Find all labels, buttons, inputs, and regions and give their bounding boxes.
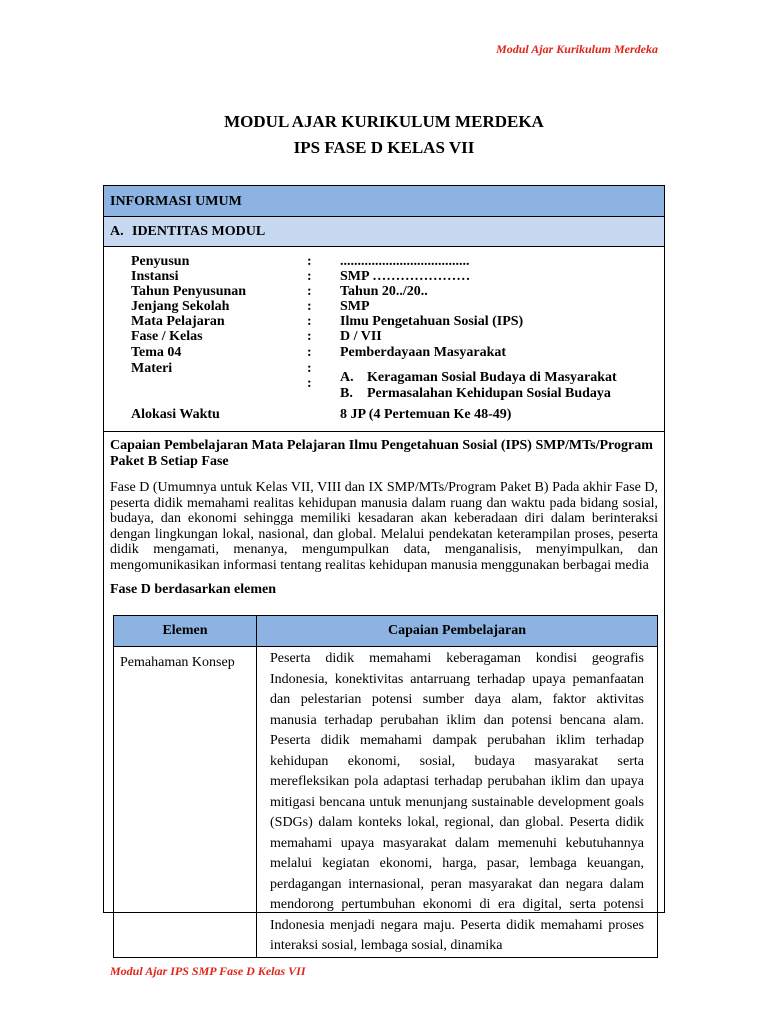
identitas-row-tema (104, 345, 664, 361)
list-text: Keragaman Sosial Budaya di Masyarakat (367, 370, 617, 385)
identitas-value: Pemberdayaan Masyarakat (340, 345, 507, 360)
document-subtitle: IPS FASE D KELAS VII (293, 138, 475, 157)
section-header-identitas (104, 217, 664, 247)
identitas-value: 8 JP (4 Pertemuan Ke 48-49) (340, 407, 512, 422)
identitas-block (104, 247, 664, 432)
identitas-colon: : (307, 329, 312, 344)
identitas-value: Ilmu Pengetahuan Sosial (IPS) (340, 314, 524, 329)
identitas-row-alokasi (104, 407, 664, 423)
elemen-table (113, 615, 658, 958)
list-letter: A. (340, 370, 354, 385)
identitas-label: Tahun Penyusunan (131, 284, 247, 299)
identitas-row-jenjang (104, 299, 664, 315)
capaian-block (104, 432, 664, 598)
running-header: Modul Ajar Kurikulum Merdeka (496, 42, 658, 56)
identitas-colon: : (307, 376, 312, 391)
list-item (340, 370, 617, 386)
identitas-row-penyusun (104, 254, 664, 270)
list-letter: B. (340, 386, 353, 401)
column-header-elemen: Elemen (114, 616, 257, 647)
capaian-subtitle: Fase D berdasarkan elemen (110, 582, 277, 597)
identitas-colon: : (307, 269, 312, 284)
identitas-label: Mata Pelajaran (131, 314, 225, 329)
cell-capaian: Peserta didik memahami keberagaman kondisi geografis Indonesia, konektivitas antarruang terhadap upaya pemanfaatan dan pelestarian potensi sumber daya alam, faktor aktivitas manusia terhadap perubahan iklim dan potensi bencana alam. Peserta didik memahami dampak perubahan iklim terhadap kehidupan ekonomi, sosial, budaya masyarakat serta merefleksikan pola adaptasi terhadap perubahan iklim dan upaya mitigasi bencana untuk menunjang sustainable development goals (SDGs) dalam konteks lokal, regional, dan global. Peserta didik memahami upaya masyarakat dalam memenuhi kebutuhannya melalui kegiatan ekonomi, harga, pasar, lembaga keuangan, perdagangan internasional, peran masyarakat dan negara dalam mendorong pertumbuhan ekonomi di era digital, serta potensi Indonesia menjadi negara maju. Peserta didik memahami proses interaksi sosial, lembaga sosial, dinamika (257, 647, 658, 958)
identitas-colon: : (307, 361, 312, 376)
list-text: Permasalahan Kehidupan Sosial Budaya (367, 386, 611, 401)
identitas-value: SMP (340, 299, 370, 314)
identitas-label: Fase / Kelas (131, 329, 203, 344)
identitas-colon: : (307, 345, 312, 360)
list-item (340, 386, 617, 402)
identitas-value: ..................................... (340, 254, 470, 269)
identitas-label: Instansi (131, 269, 179, 284)
identitas-label: Penyusun (131, 254, 190, 269)
identitas-colon: : (307, 299, 312, 314)
identitas-row-fase (104, 329, 664, 345)
capaian-paragraph: Fase D (Umumnya untuk Kelas VII, VIII dan IX SMP/MTs/Program Paket B) Pada akhir Fase D, peserta didik memahami realitas kehidupan manusia dalam ruang dan waktu pada bidang sosial, budaya, dan ekonomi sehingga memiliki kesadaran akan keberadaan diri dalam berinteraksi dengan lingkungan lokal, nasional, dan global. Melalui pendekatan keterampilan proses, peserta didik mengamati, menanya, mengumpulkan data, menganalisis, menyimpulkan, dan mengomunikasikan informasi tentang realitas kehidupan manusia menggunakan berbagai media (110, 480, 658, 573)
identitas-label: Alokasi Waktu (131, 407, 220, 422)
identitas-row-tahun (104, 284, 664, 300)
running-footer: Modul Ajar IPS SMP Fase D Kelas VII (110, 964, 306, 978)
identitas-value: SMP ………………… (340, 269, 471, 284)
table-row (114, 647, 658, 958)
section-number: A. (110, 224, 124, 239)
identitas-colon: : (307, 314, 312, 329)
identitas-label: Tema 04 (131, 345, 182, 360)
identitas-value: D / VII (340, 329, 382, 344)
section-label: IDENTITAS MODUL (132, 224, 266, 239)
section-header-informasi-umum: INFORMASI UMUM (104, 186, 664, 217)
materi-list (340, 370, 617, 402)
capaian-title: Capaian Pembelajaran Mata Pelajaran Ilmu Pengetahuan Sosial (IPS) SMP/MTs/Program Paket B Setiap Fase (110, 438, 653, 469)
identitas-row-instansi (104, 269, 664, 285)
identitas-row-mapel (104, 314, 664, 330)
table-header-row (114, 616, 658, 647)
identitas-label: Materi (131, 361, 173, 376)
identitas-label: Jenjang Sekolah (131, 299, 230, 314)
document-title: MODUL AJAR KURIKULUM MERDEKA (224, 112, 544, 131)
identitas-value: Tahun 20../20.. (340, 284, 428, 299)
identitas-colon: : (307, 284, 312, 299)
cell-elemen: Pemahaman Konsep (114, 647, 257, 958)
column-header-capaian: Capaian Pembelajaran (257, 616, 658, 647)
identitas-colon: : (307, 254, 312, 269)
info-table (103, 185, 665, 953)
